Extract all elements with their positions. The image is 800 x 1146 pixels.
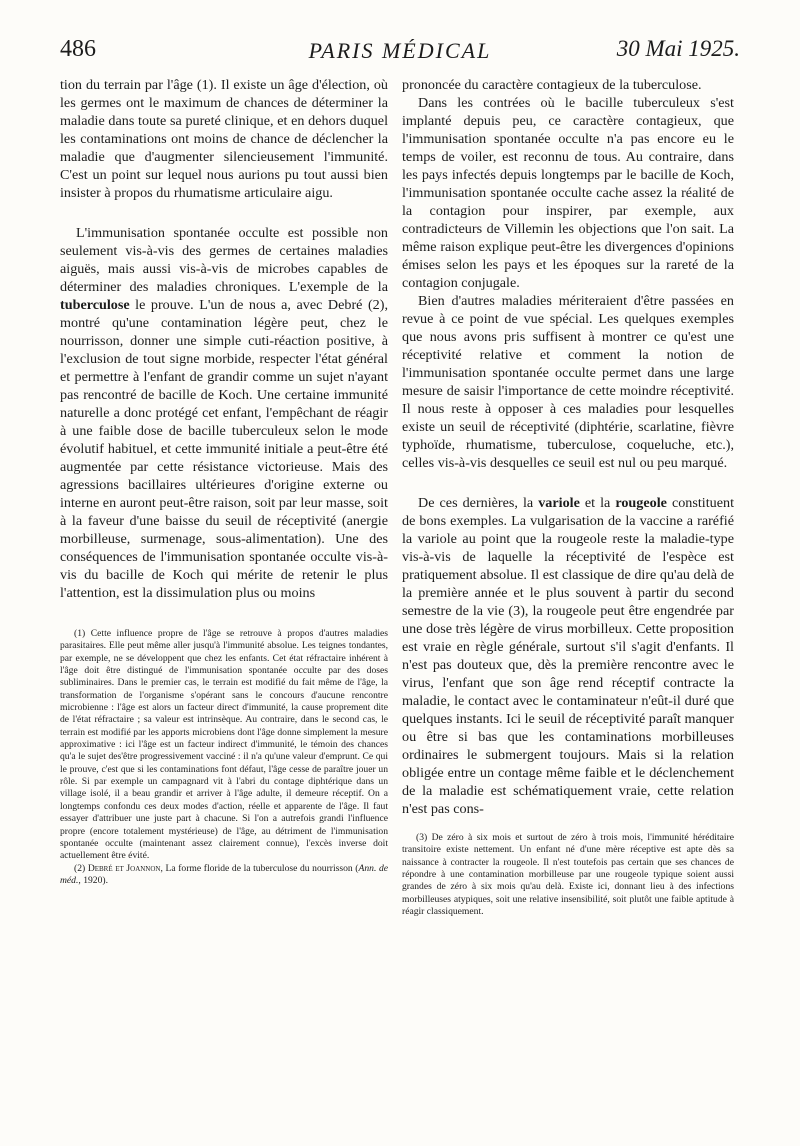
paragraph: De ces dernières, la variole et la rougeole constituent de bons exemples. La vulgarisation de la vaccine a raréfié la variole au point que la rougeole reste la maladie-type vis-à-vis de laquelle la réceptivité de l'espèce est pratiquement absolue. Il est classique de dire qu'au delà de la première année et le plus souvent à partir du second semestre de la vie (3), la rougeole peut être engendrée par une dose très légère de virus morbilleux. Cette proposition est vraie en règle générale, surtout s'il s'agit d'enfants. Il n'est pas douteux que, dès la première rencontre avec le virus, l'enfant que son âge rend réceptif contracte la maladie, le contact avec le contaminateur n'eût-il duré que quelques instants. Ici le seuil de réceptivité paraît manquer ou être si bas que les contaminations morbilleuses ordinaires le submergent toujours. Mais si la relation obligée entre un contage même faible et le déclenchement de la maladie est schématiquement vraie, cette relation n'est pas cons- — [402, 495, 735, 817]
paragraph: prononcée du caractère contagieux de la tuberculose. — [402, 77, 702, 93]
journal-title: PARIS MÉDICAL — [308, 38, 492, 63]
footnote-2: (2) Debré et Joannon, La forme floride de la tuberculose du nourrisson (Ann. de méd., 1920). — [60, 862, 389, 886]
keyword-tuberculose: tuberculose — [60, 297, 130, 313]
issue-date: 30 Mai 1925. — [616, 36, 740, 61]
page-number: 486 — [60, 36, 96, 62]
footnotes — [402, 832, 734, 918]
footnote-1: (1) Cette influence propre de l'âge se retrouve à propos d'autres maladies parasitaires. Elle peut même aller jusqu'à l'immunité absolue. Les teignes tondantes, par exemple, ne se développent que chez les enfants. Cet état réfractaire inhérent à l'âge doit être distingué de l'immunisation spontanée occulte par des doses subliminaires. Dans le premier cas, le terrain est modifié du fait même de l'âge, la transformation de l'organisme s'opérant sans le concours d'aucune rencontre microbienne : l'âge est alors un facteur direct d'immunité, la cause proprement dite de l'état réfractaire ; sa valeur est intrinsèque. Au contraire, dans le second cas, le terrain est modifié par les apports microbiens dont l'âge donne simplement la mesure approximative : ici l'âge est un facteur indirect d'immunité, le témoin des chances qu'a le sujet des'être progressivement vacciné : il n'a qu'une valeur d'emprunt. Ce qui le prouve, c'est que si les contaminations font défaut, l'âge cesse de paraître jouer un rôle. Si par exemple un campagnard vit à l'abri du contage diphtérique dans un village isolé, il a beau grandir et arriver à l'âge adulte, il demeure réceptif. On a longtemps confondu ces deux modes d'action, réelle et apparente de l'âge. Il faut essayer d'attribuer une juste part à chacune. Si l'on a autrefois grandi l'influence propre (encore totalement mystérieuse) de l'âge, au détriment de l'immunisation spontanée occulte (maintenant assez clairement connue), l'excès inverse doit actuellement être évité. — [60, 628, 388, 862]
running-header — [60, 36, 740, 66]
footnote-3: (3) De zéro à six mois et surtout de zéro à trois mois, l'immunité héréditaire transitoire existe nettement. Un enfant né d'une mère réceptive est apte dès sa naissance à contracter la rougeole. Il n'est toutefois pas certain que ses chances de répondre à une contamination morbilleuse par une rougeole typique soient aussi grandes de zéro à six mois qu'au delà. Existe ici, donnant lieu à des infections morbilleuses atypiques, soit une relative insensibilité, soit plutôt une faible aptitude à réagir classiquement. — [402, 832, 734, 918]
keyword-rougeole: rougeole — [615, 495, 667, 511]
paragraph: Bien d'autres maladies mériteraient d'être passées en revue à ce point de vue spécial. Les quelques exemples que nous avons pris suffisent à montrer ce qu'est une réceptivité relative et comment la notion de l'immunisation spontanée occulte permet dans une large mesure de saisir l'importance de cette moindre réceptivité. Il nous reste à opposer à ces maladies pour lesquelles existe un seuil de réceptivité (diphtérie, scarlatine, fièvre typhoïde, rhumatisme, tuberculose, coqueluche, etc.), celles vis-à-vis desquelles ce seuil est nul ou peu marqué. — [402, 293, 734, 471]
paragraph: L'immunisation spontanée occulte est possible non seulement vis-à-vis des germes de certaines maladies aiguës, mais aussi vis-à-vis de microbes capables de déterminer des maladies chroniques. L'exemple de la tuberculose le prouve. L'un de nous a, avec Debré (2), montré qu'une contamination légère peut, chez le nourrisson, donner une simple cuti-réaction positive, à l'exclusion de tout signe morbide, respecter l'état général et permettre à l'enfant de grandir comme un sujet n'ayant pas rencontré de bacille de Koch. Une certaine immunité naturelle a donc protégé cet enfant, l'empêchant de réagir à une faible dose de bacille tuberculeux selon le mode évolutif habituel, et cette immunité initiale a peut-être été augmentée par cette résistance victorieuse. Mais des agressions bacillaires ultérieures d'origine externe ou interne en auront peut-être raison, soit par leur masse, soit à la faveur d'une baisse du seuil de réceptivité (anergie morbilleuse, surmenage, sous-alimentation). Une des conséquences de l'immunisation spontanée occulte vis-à-vis du bacille de Koch qui mérite de retenir le plus l'attention, est la dissimulation plus ou moins — [60, 225, 388, 601]
paragraph: Dans les contrées où le bacille tuberculeux s'est implanté depuis peu, ce caractère contagieux, que l'immunisation spontanée occulte n'a pas encore eu le temps de voiler, est reconnu de tous. Au contraire, dans les pays infectés depuis longtemps par le bacille de Koch, l'immunisation spontanée occulte cache assez la réalité de la contagion pour inspirer, par exemple, aux contradicteurs de Villemin les objections que l'on sait. La même raison explique peut-être les divergences d'opinions émises selon les pays et les époques sur la rareté de la contagion conjugale. — [402, 95, 734, 291]
left-column — [60, 76, 388, 887]
keyword-variole: variole — [538, 495, 580, 511]
footnotes — [60, 628, 388, 887]
paragraph: tion du terrain par l'âge (1). Il existe un âge d'élection, où les germes ont le maximum de chances de déterminer la maladie dans toute sa pureté clinique, et en dehors duquel les contaminations ont moins de chance de déclencher la maladie que d'augmenter silencieusement l'immunité. C'est un point sur lequel nous aurions pu tout aussi bien insister à propos du rhumatisme articulaire aigu. — [60, 77, 388, 201]
right-column — [402, 76, 734, 918]
